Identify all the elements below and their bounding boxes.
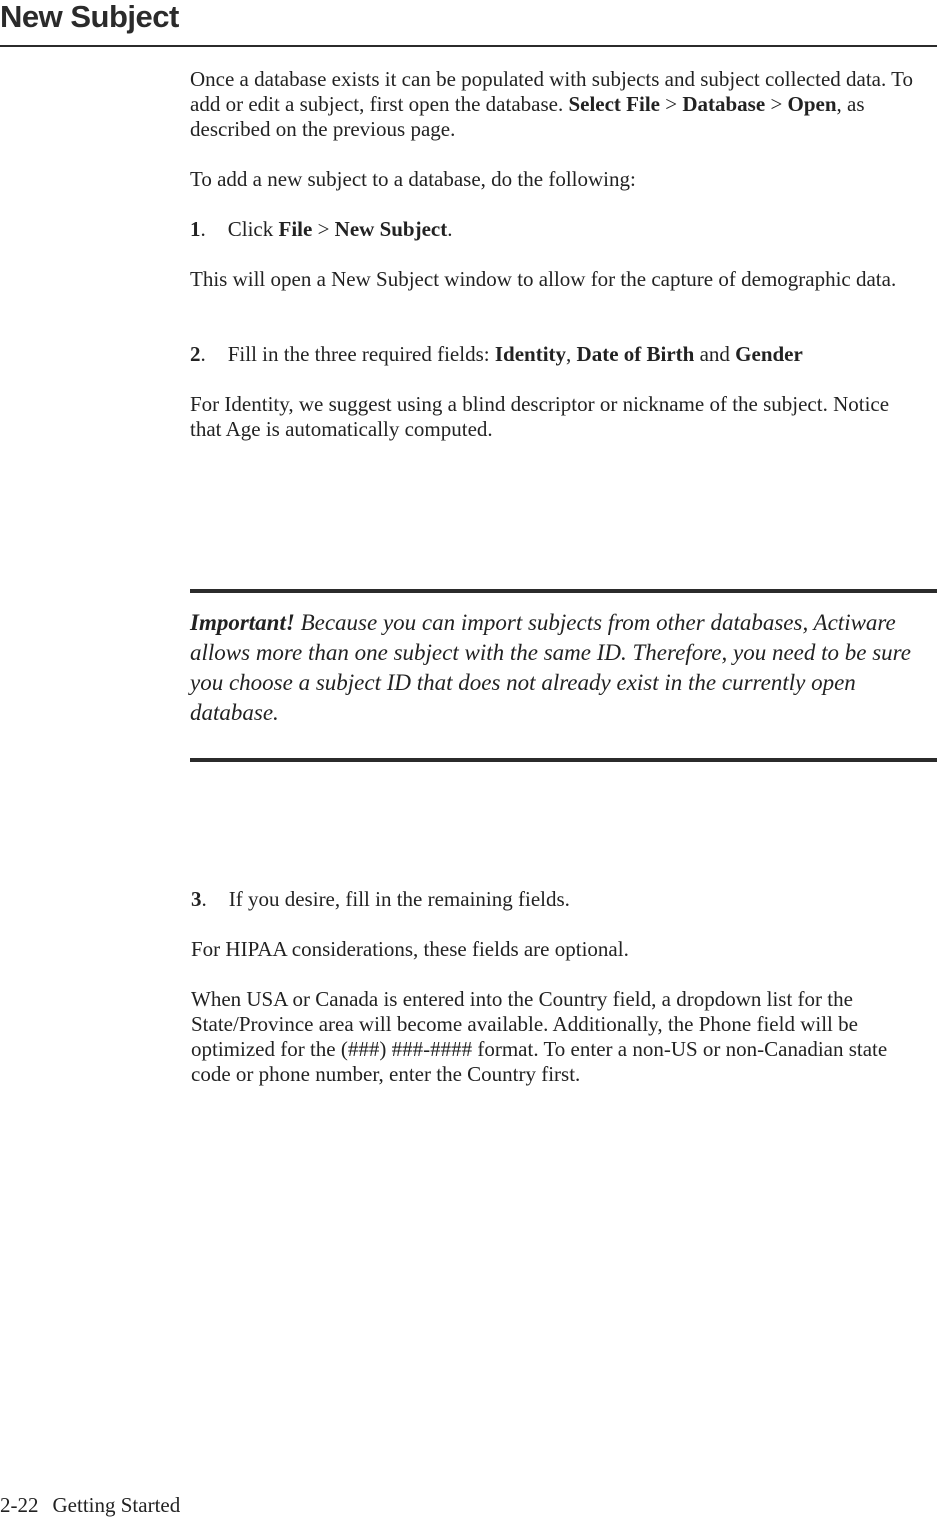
important-text: Because you can import subjects from other databases, Actiware allows more than one subject with the same ID. Therefore, you need to be sure you choose a subject ID that does not already exist in the currently open database. <box>190 610 911 725</box>
step-number: 2 <box>190 342 201 366</box>
page-title: New Subject <box>0 0 179 34</box>
intro-text: Once a database exists it can be populated with subjects and subject collected data. To add or edit a subject, first open the database. <box>190 67 913 116</box>
step-end: . <box>447 217 453 241</box>
section-name: Getting Started <box>52 1493 181 1517</box>
important-bottom-rule <box>190 758 937 762</box>
step-text: If you desire, fill in the remaining fields. <box>228 887 570 911</box>
step-1 <box>190 217 925 242</box>
step-dot: . <box>200 217 206 241</box>
menu-separator: > <box>660 92 683 116</box>
step-dot: . <box>200 342 206 366</box>
step-3-note-country: When USA or Canada is entered into the Country field, a dropdown list for the State/Province area will become available. Additionally, the Phone field will be optimized for the (###) ###-#### format. To enter a non-US or non-Canadian state code or phone number, enter the Country first. <box>191 987 888 1086</box>
intro-text-end: , as described on the previous page. <box>190 92 865 141</box>
field-identity: Identity <box>494 342 567 366</box>
title-divider <box>0 45 937 47</box>
page-number: 2-22 <box>0 1493 39 1517</box>
step-text: Fill in the three required fields: <box>227 342 495 366</box>
menu-select-file: Select File <box>568 92 660 116</box>
step-2-note: For Identity, we suggest using a blind descriptor or nickname of the subject. Notice that Age is automatically computed. <box>190 392 890 441</box>
step-dot: . <box>201 887 207 911</box>
lead-in-paragraph: To add a new subject to a database, do the following: <box>190 167 636 191</box>
page-footer <box>0 1493 180 1518</box>
field-gender: Gender <box>735 342 803 366</box>
step-3 <box>191 887 926 912</box>
step-1-note: This will open a New Subject window to allow for the capture of demographic data. <box>190 267 897 291</box>
step-3-note-hipaa: For HIPAA considerations, these fields are optional. <box>191 937 629 961</box>
step-text: Click <box>227 217 279 241</box>
menu-new-subject: New Subject <box>334 217 448 241</box>
step-number: 1 <box>190 217 201 241</box>
intro-paragraph <box>190 67 925 142</box>
important-label: Important! <box>190 610 295 635</box>
menu-file: File <box>278 217 313 241</box>
conjunction: and <box>694 342 736 366</box>
separator: , <box>566 342 577 366</box>
important-note <box>190 608 930 728</box>
step-number: 3 <box>191 887 202 911</box>
field-date-of-birth: Date of Birth <box>576 342 695 366</box>
step-2 <box>190 342 925 367</box>
menu-database: Database <box>682 92 766 116</box>
menu-separator: > <box>765 92 788 116</box>
menu-separator: > <box>312 217 335 241</box>
menu-open: Open <box>787 92 837 116</box>
important-top-rule <box>190 589 937 593</box>
